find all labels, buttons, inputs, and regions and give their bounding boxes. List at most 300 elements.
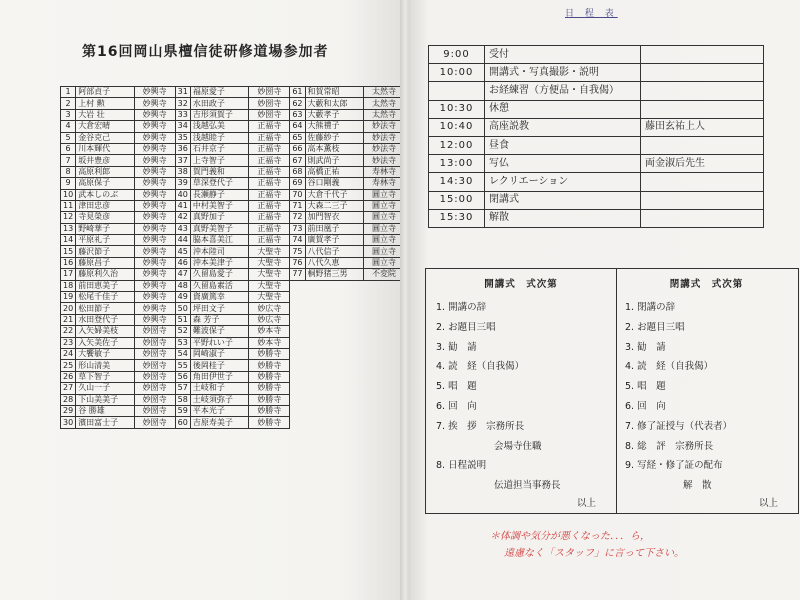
temple-name: 寿林寺 [363,166,404,177]
row-number: 74 [290,235,305,246]
schedule-heading: 日 程 表 [565,9,618,19]
opening-item: 6. 回 向 [436,400,477,412]
participant-name: 浅越睦子 [190,132,248,143]
schedule-person [641,82,764,100]
schedule-time: 15:00 [429,191,485,209]
participant-name: 後岡桂子 [190,360,248,371]
row-number: 45 [175,246,190,257]
table-row [61,348,405,359]
row-number: 46 [175,257,190,268]
temple-name: 妙圀寺 [134,383,175,394]
temple-name: 妙興寺 [134,223,175,234]
participant-name: 上寺智子 [190,155,248,166]
closing-item: 3. 勧 請 [625,341,666,353]
participant-name: 浅越弘美 [190,121,248,132]
participant-name: 桐野猪三男 [305,269,363,280]
row-number: 30 [61,417,76,428]
schedule-person [641,46,764,64]
row-number: 77 [290,269,305,280]
temple-name: 太然寺 [363,98,404,109]
page-fold [400,0,410,600]
table-row [61,200,405,211]
table-row [61,314,405,325]
temple-name: 妙勝寺 [249,371,290,382]
participant-name: 土岐和子 [190,383,248,394]
closing-item: 解 散 [683,480,712,492]
row-number: 8 [61,166,76,177]
temple-name: 妙圀寺 [249,98,290,109]
row-number: 41 [175,200,190,211]
participant-name: 高原利郎 [76,166,134,177]
closing-item: 1. 閉講の辞 [625,302,676,313]
table-row [61,383,405,394]
participant-name: 石井京子 [190,143,248,154]
temple-name: 大聖寺 [249,257,290,268]
temple-name: 妙圀寺 [249,87,290,98]
row-number: 14 [61,235,76,246]
temple-name: 妙興寺 [134,143,175,154]
temple-name: 妙法寺 [363,143,404,154]
participant-name [305,371,363,382]
temple-name: 妙興寺 [134,292,175,303]
row-number [290,348,305,359]
row-number: 69 [290,178,305,189]
participant-name [305,360,363,371]
row-number: 11 [61,200,76,211]
row-number [290,326,305,337]
participant-name: 武本しのぶ [76,189,134,200]
participant-name: 大倉千代子 [305,189,363,200]
opening-order-list [426,298,616,496]
page-title: 第16回岡山県檀信徒研修道場参加者 [82,44,329,60]
row-number [290,360,305,371]
row-number: 4 [61,121,76,132]
row-number: 76 [290,257,305,268]
schedule-time: 10:40 [429,118,485,136]
opening-item: 5. 唱 題 [436,381,477,393]
closing-item: 8. 総 評 宗務所長 [625,440,714,452]
row-number: 21 [61,314,76,325]
opening-title: 開講式 式次第 [484,279,558,290]
participant-name: 形山清美 [76,360,134,371]
participant-name: 平本光子 [190,405,248,416]
opening-ceremony-box [425,268,617,514]
table-row [61,87,405,98]
table-row [61,178,405,189]
participant-name [305,417,363,428]
participant-name: 野崎華子 [76,223,134,234]
temple-name: 太然寺 [363,87,404,98]
row-number: 50 [175,303,190,314]
row-number: 58 [175,394,190,405]
row-number: 70 [290,189,305,200]
participant-name: 角田伊世子 [190,371,248,382]
participant-name: 難波保子 [190,326,248,337]
participant-name: 坪田文子 [190,303,248,314]
participant-name: 高橋正祐 [305,166,363,177]
participant-name: 大藪孝子 [305,109,363,120]
row-number: 48 [175,280,190,291]
participant-name: 谷 勝雄 [76,405,134,416]
row-number: 15 [61,246,76,257]
schedule-activity: 写仏 [485,155,641,173]
temple-name: 妙興寺 [134,269,175,280]
row-number: 22 [61,326,76,337]
schedule-table [428,45,764,228]
temple-name: 妙本寺 [249,337,290,348]
closing-order-list [615,298,798,496]
participant-name: 沖本美津子 [190,257,248,268]
participant-name: 長瀬静子 [190,189,248,200]
table-row [61,109,405,120]
row-number: 1 [61,87,76,98]
schedule-row [429,64,764,82]
temple-name: 妙本寺 [249,326,290,337]
row-number: 57 [175,383,190,394]
schedule-time: 13:00 [429,155,485,173]
row-number: 7 [61,155,76,166]
participant-name: 吉形須賀子 [190,109,248,120]
participant-name: 加門智衣 [305,212,363,223]
participant-name: 賀門義和 [190,166,248,177]
row-number: 9 [61,178,76,189]
participant-name: 水田政子 [190,98,248,109]
row-number: 55 [175,360,190,371]
temple-name: 妙興寺 [134,200,175,211]
closing-ceremony-box [615,268,799,514]
participant-name: 平原礼子 [76,235,134,246]
temple-name: 妙興寺 [134,280,175,291]
table-row [61,155,405,166]
table-row [61,360,405,371]
participant-name: 川本輝代 [76,143,134,154]
opening-item: 伝道担当事務長 [494,480,561,492]
temple-name: 圓立寺 [363,246,404,257]
temple-name: 妙興寺 [134,189,175,200]
row-number: 33 [175,109,190,120]
participant-name [305,394,363,405]
table-row [61,189,405,200]
temple-name: 正福寺 [249,200,290,211]
temple-name: 妙勝寺 [249,383,290,394]
row-number: 12 [61,212,76,223]
table-row [61,246,405,257]
table-row [61,303,405,314]
temple-name [363,348,404,359]
temple-name: 妙圀寺 [134,417,175,428]
schedule-row [429,191,764,209]
temple-name [363,337,404,348]
temple-name: 圓立寺 [363,200,404,211]
temple-name: 妙法寺 [363,132,404,143]
row-number [290,405,305,416]
row-number: 54 [175,348,190,359]
row-number: 62 [290,98,305,109]
closing-item: 4. 読 経（自我偈） [625,361,714,373]
row-number: 56 [175,371,190,382]
temple-name [363,314,404,325]
row-number: 72 [290,212,305,223]
row-number: 32 [175,98,190,109]
participant-name: 草深登代子 [190,178,248,189]
notice-text [490,528,684,562]
row-number [290,314,305,325]
temple-name [363,360,404,371]
notice-line-1: ＊体調や気分が悪くなった．．．ら， [490,531,650,542]
participant-name: 阿部貞子 [76,87,134,98]
row-number: 16 [61,257,76,268]
temple-name: 妙勝寺 [249,394,290,405]
row-number: 37 [175,155,190,166]
schedule-row [429,173,764,191]
table-row [61,143,405,154]
row-number: 49 [175,292,190,303]
temple-name: 妙興寺 [134,246,175,257]
schedule-time: 12:00 [429,136,485,154]
schedule-person [641,64,764,82]
row-number: 20 [61,303,76,314]
schedule-activity: 昼食 [485,136,641,154]
row-number: 75 [290,246,305,257]
participant-name: 大熊禮子 [305,121,363,132]
temple-name: 妙興寺 [134,155,175,166]
temple-name: 妙圀寺 [134,371,175,382]
temple-name: 寿林寺 [363,178,404,189]
participant-name: 森 芳子 [190,314,248,325]
participant-name: 久山一子 [76,383,134,394]
participant-name: 和賀常昭 [305,87,363,98]
participant-name [305,337,363,348]
temple-name: 圓立寺 [363,235,404,246]
temple-name [363,394,404,405]
row-number: 5 [61,132,76,143]
participant-name: 大倉宏晴 [76,121,134,132]
row-number: 39 [175,178,190,189]
participant-name: 藤原利久治 [76,269,134,280]
participant-name: 廣賀孝子 [305,235,363,246]
row-number: 40 [175,189,190,200]
temple-name: 大聖寺 [249,269,290,280]
opening-item: 会場寺住職 [494,440,542,452]
participant-name: 土岐須弥子 [190,394,248,405]
participant-name: 佐藤紗子 [305,132,363,143]
opening-item: 8. 日程説明 [436,460,487,472]
schedule-person [641,209,764,227]
row-number: 43 [175,223,190,234]
temple-name: 妙広寺 [249,303,290,314]
table-row [61,98,405,109]
closing-item: 6. 回 向 [625,400,666,412]
row-number [290,371,305,382]
temple-name: 正福寺 [249,155,290,166]
row-number: 6 [61,143,76,154]
row-number: 53 [175,337,190,348]
temple-name [363,417,404,428]
participant-name: 水田登代子 [76,314,134,325]
temple-name [363,303,404,314]
table-row [61,121,405,132]
participant-name [305,280,363,291]
schedule-person [641,191,764,209]
schedule-person: 藤田玄祐上人 [641,118,764,136]
temple-name: 妙圀寺 [134,337,175,348]
participant-name: 谷口剛義 [305,178,363,189]
table-row [61,223,405,234]
notice-line-2: 遠慮なく「スタッフ」に言って下さい。 [504,548,684,559]
row-number: 31 [175,87,190,98]
participant-name: 大饗敏子 [76,348,134,359]
row-number: 3 [61,109,76,120]
participant-name [305,303,363,314]
temple-name [363,326,404,337]
row-number: 19 [61,292,76,303]
row-number: 17 [61,269,76,280]
temple-name: 妙圀寺 [134,360,175,371]
participant-name: 入矢婦美枝 [76,326,134,337]
row-number: 29 [61,405,76,416]
table-row [61,257,405,268]
participant-name: 下山美美子 [76,394,134,405]
participant-name: 藤沢節子 [76,246,134,257]
participant-name: 則武尚子 [305,155,363,166]
row-number [290,280,305,291]
participant-name: 坂井豊彦 [76,155,134,166]
row-number: 52 [175,326,190,337]
temple-name: 正福寺 [249,166,290,177]
temple-name [363,383,404,394]
participant-name: 前田恵美子 [76,280,134,291]
schedule-person: 両金淑后先生 [641,155,764,173]
closing-item: 5. 唱 題 [625,381,666,393]
schedule-row [429,136,764,154]
temple-name: 正福寺 [249,189,290,200]
row-number: 34 [175,121,190,132]
row-number: 65 [290,132,305,143]
participant-name: 久留島素活 [190,280,248,291]
participant-name: 松田節子 [76,303,134,314]
opening-item: 4. 読 経（自我偈） [436,361,525,373]
row-number: 66 [290,143,305,154]
schedule-activity: 閉講式 [485,191,641,209]
schedule-time [429,82,485,100]
temple-name: 妙興寺 [134,166,175,177]
schedule-time: 14:30 [429,173,485,191]
closing-item: 9. 写経・修了証の配布 [625,460,723,472]
participant-name: 八代信子 [305,246,363,257]
temple-name [363,371,404,382]
participant-name [305,326,363,337]
row-number: 61 [290,87,305,98]
row-number [290,303,305,314]
temple-name [363,280,404,291]
row-number: 23 [61,337,76,348]
participant-name [305,314,363,325]
table-row [61,269,405,280]
temple-name: 妙圀寺 [134,405,175,416]
schedule-activity: 受付 [485,46,641,64]
temple-name: 正福寺 [249,223,290,234]
schedule-row [429,100,764,118]
row-number [290,383,305,394]
participant-name [305,292,363,303]
row-number: 38 [175,166,190,177]
schedule-row [429,118,764,136]
row-number: 27 [61,383,76,394]
temple-name: 圓立寺 [363,212,404,223]
participant-name: 濱田富士子 [76,417,134,428]
participant-name: 前田凰子 [305,223,363,234]
row-number [290,417,305,428]
temple-name: 妙興寺 [134,121,175,132]
participant-name: 津田忠彦 [76,200,134,211]
row-number: 2 [61,98,76,109]
temple-name: 妙興寺 [134,87,175,98]
participant-name: 高原保子 [76,178,134,189]
temple-name: 妙勝寺 [249,360,290,371]
participant-name: 脇本喜美江 [190,235,248,246]
participant-name: 高本薫枝 [305,143,363,154]
table-row [61,212,405,223]
row-number: 26 [61,371,76,382]
temple-name: 大聖寺 [249,280,290,291]
row-number: 64 [290,121,305,132]
schedule-activity: 高座説教 [485,118,641,136]
row-number: 44 [175,235,190,246]
row-number [290,337,305,348]
row-number: 59 [175,405,190,416]
schedule-activity: 開講式・写真撮影・説明 [485,64,641,82]
participant-name: 久留島愛子 [190,269,248,280]
opening-end: 以上 [576,498,596,509]
row-number: 71 [290,200,305,211]
temple-name: 正福寺 [249,235,290,246]
temple-name: 正福寺 [249,143,290,154]
schedule-row [429,46,764,64]
temple-name [363,405,404,416]
row-number: 10 [61,189,76,200]
schedule-activity: 休憩 [485,100,641,118]
participant-name: 草下智子 [76,371,134,382]
schedule-time: 10:30 [429,100,485,118]
row-number: 51 [175,314,190,325]
schedule-row [429,155,764,173]
closing-item: 2. お題目三唱 [625,321,685,333]
participant-name: 大岩 壮 [76,109,134,120]
temple-name: 妙勝寺 [249,405,290,416]
temple-name: 妙圀寺 [134,326,175,337]
participant-name: 八代久恵 [305,257,363,268]
temple-name: 妙興寺 [134,132,175,143]
row-number: 67 [290,155,305,166]
opening-item: 3. 勧 請 [436,341,477,353]
row-number: 25 [61,360,76,371]
temple-name: 妙圀寺 [249,109,290,120]
temple-name: 大聖寺 [249,292,290,303]
participant-name: 中村美智子 [190,200,248,211]
schedule-person [641,173,764,191]
row-number: 68 [290,166,305,177]
temple-name: 妙興寺 [134,257,175,268]
participant-name: 大森二三子 [305,200,363,211]
row-number: 24 [61,348,76,359]
participant-name: 沖本陸司 [190,246,248,257]
temple-name: 妙法寺 [363,121,404,132]
participant-name: 金谷克己 [76,132,134,143]
opening-item: 2. お題目三唱 [436,321,496,333]
row-number: 73 [290,223,305,234]
table-row [61,280,405,291]
temple-name: 不変院 [363,269,404,280]
